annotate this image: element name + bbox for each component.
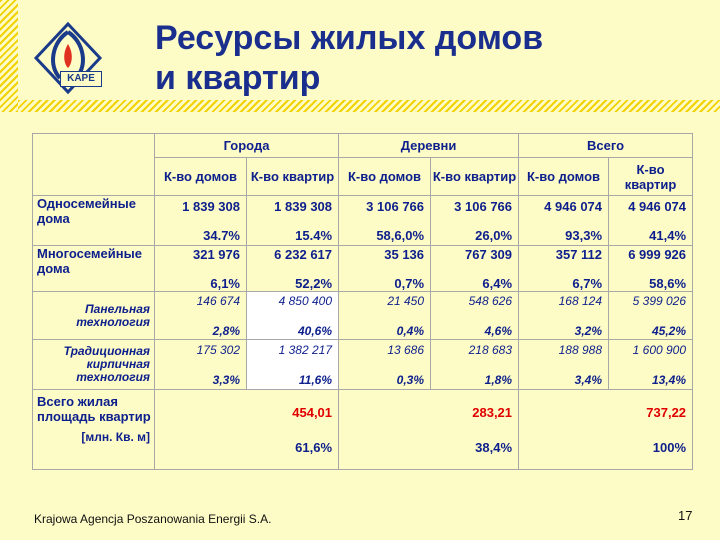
subheader-houses: К-во домов	[155, 158, 247, 196]
page-title	[155, 18, 543, 98]
table-cell: 168 124 3,2%	[519, 292, 609, 340]
group-header-cities: Города	[155, 134, 339, 158]
table-cell: 321 976 6,1%	[155, 246, 247, 292]
table-cell: 21 450 0,4%	[339, 292, 431, 340]
table-cell: 175 302 3,3%	[155, 340, 247, 390]
row-label-total-area: Всего жилая площадь квартир [млн. Кв. м]	[33, 390, 155, 470]
table-cell: 1 839 308 34.7%	[155, 196, 247, 246]
table-cell: 4 850 400 40,6%	[247, 292, 339, 340]
logo-lettering: KAPE	[60, 71, 102, 87]
row-label-single-family: Односемейные дома	[33, 196, 155, 246]
table-cell: 454,01 61,6%	[155, 390, 339, 470]
table-cell: 548 626 4,6%	[431, 292, 519, 340]
table-cell: 357 112 6,7%	[519, 246, 609, 292]
table-row	[33, 390, 693, 470]
subheader-apartments: К-во квартир	[609, 158, 693, 196]
table-cell: 188 988 3,4%	[519, 340, 609, 390]
row-label-multi-family: Многосемейные дома	[33, 246, 155, 292]
table-cell: 767 309 6,4%	[431, 246, 519, 292]
table-row	[33, 246, 693, 292]
table-row	[33, 340, 693, 390]
table-cell: 6 232 617 52,2%	[247, 246, 339, 292]
decorative-vertical-bar	[0, 0, 18, 112]
table-cell: 218 683 1,8%	[431, 340, 519, 390]
table-cell: 1 600 900 13,4%	[609, 340, 693, 390]
table-cell: 4 946 074 41,4%	[609, 196, 693, 246]
group-header-villages: Деревни	[339, 134, 519, 158]
decorative-horizontal-bar	[18, 100, 720, 112]
table-cell: 1 839 308 15.4%	[247, 196, 339, 246]
table-cell: 13 686 0,3%	[339, 340, 431, 390]
table-cell: 283,21 38,4%	[339, 390, 519, 470]
housing-resources-table	[32, 133, 692, 469]
table-row	[33, 196, 693, 246]
footer-organization: Krajowa Agencja Poszanowania Energii S.A.	[34, 512, 272, 526]
table-cell: 4 946 074 93,3%	[519, 196, 609, 246]
subheader-houses: К-во домов	[519, 158, 609, 196]
title-line-2: и квартир	[155, 59, 321, 97]
table-cell: 35 136 0,7%	[339, 246, 431, 292]
table-row	[33, 292, 693, 340]
row-label-brick: Традиционная кирпичная технология	[33, 340, 155, 390]
table-cell: 1 382 217 11,6%	[247, 340, 339, 390]
table-cell: 3 106 766 26,0%	[431, 196, 519, 246]
unit-label: [млн. Кв. м]	[81, 430, 150, 444]
table-cell: 737,22 100%	[519, 390, 693, 470]
title-line-1: Ресурсы жилых домов	[155, 19, 544, 57]
subheader-apartments: К-во квартир	[431, 158, 519, 196]
subheader-houses: К-во домов	[339, 158, 431, 196]
row-label-panel: Панельная технология	[33, 292, 155, 340]
table-cell: 146 674 2,8%	[155, 292, 247, 340]
table-cell: 3 106 766 58,6,0%	[339, 196, 431, 246]
page-number: 17	[678, 508, 693, 523]
subheader-apartments: К-во квартир	[247, 158, 339, 196]
table-cell: 6 999 926 58,6%	[609, 246, 693, 292]
header-empty-cell	[33, 134, 155, 196]
table-cell: 5 399 026 45,2%	[609, 292, 693, 340]
group-header-total: Всего	[519, 134, 693, 158]
